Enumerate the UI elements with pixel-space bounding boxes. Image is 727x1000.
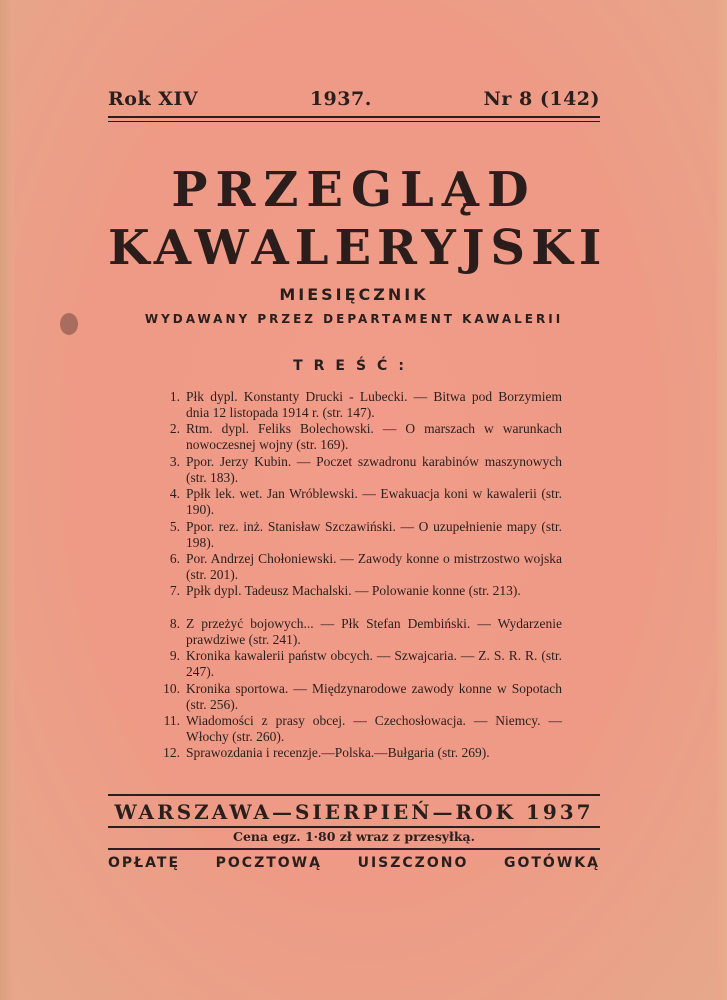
page-edge-right [717, 0, 727, 1000]
entry-text: Płk dypl. Konstanty Drucki - Lubecki. — Bitwa pod Borzymiem dnia 12 listopada 1914 r. (str. 147). [186, 389, 562, 420]
table-of-contents [150, 389, 562, 767]
volume-label: Rok XIV [108, 88, 199, 110]
contents-entry [150, 681, 562, 713]
postage-word: OPŁATĘ [108, 855, 181, 871]
entry-number: 10. [163, 680, 180, 696]
entry-text: Z przeżyć bojowych... — Płk Stefan Dembiński. — Wydarzenie prawdziwe (str. 241). [186, 615, 562, 647]
header-rule-bottom [108, 121, 600, 122]
footer-rule-2 [108, 826, 600, 828]
price-line: Cena egz. 1·80 zł wraz z przesyłką. [233, 829, 475, 844]
subtitle-monthly: MIESIĘCZNIK [279, 285, 429, 304]
imprint-line: WARSZAWA—SIERPIEŃ—ROK 1937 [114, 800, 594, 824]
entry-text: Kronika kawalerii państw obcych. — Szwajcaria. — Z. S. R. R. (str. 247). [186, 648, 562, 680]
contents-entry [150, 616, 562, 648]
entry-number: 12. [163, 745, 180, 761]
entry-text: Ppłk dypl. Tadeusz Machalski. — Polowanie konne (str. 213). [186, 583, 521, 599]
issue-number: Nr 8 (142) [483, 88, 600, 110]
entry-number: 3. [169, 453, 180, 469]
footer-rule-1 [108, 794, 600, 796]
entry-text: Sprawozdania i recenzje.—Polska.—Bułgaria (str. 269). [186, 745, 490, 761]
masthead-line-2: KAWALERYJSKI [108, 220, 608, 276]
entry-number: 6. [169, 550, 180, 566]
contents-entry [150, 713, 562, 745]
page-edge-left [0, 0, 14, 1000]
entry-number: 1. [169, 389, 180, 404]
postage-word: GOTÓWKĄ [503, 855, 600, 871]
entry-number: 9. [169, 648, 180, 664]
postage-paid-line [108, 855, 600, 871]
contents-entry [150, 421, 562, 453]
paper-stain [60, 313, 78, 335]
masthead-line-1: PRZEGLĄD [171, 162, 537, 218]
contents-entry [150, 648, 562, 680]
entry-text: Por. Andrzej Chołoniewski. — Zawody konne o mistrzostwo wojska (str. 201). [186, 550, 562, 582]
entry-text: Ppor. Jerzy Kubin. — Poczet szwadronu karabinów maszynowych (str. 183). [186, 453, 562, 485]
entry-text: Rtm. dypl. Feliks Bolechowski. — O marszach w warunkach nowoczesnej wojny (str. 169). [186, 421, 562, 453]
entry-text: Kronika sportowa. — Międzynarodowe zawody konne w Sopotach (str. 256). [186, 680, 562, 712]
contents-entry [150, 583, 562, 615]
entry-number: 5. [169, 518, 180, 534]
subtitle-publisher: WYDAWANY PRZEZ DEPARTAMENT KAWALERII [144, 312, 564, 326]
contents-entry [150, 745, 562, 767]
entry-number: 11. [163, 712, 180, 728]
contents-entry [150, 454, 562, 486]
entry-text: Ppłk lek. wet. Jan Wróblewski. — Ewakuacja koni w kawalerii (str. 190). [186, 486, 562, 518]
entry-number: 8. [169, 615, 180, 631]
entry-text: Ppor. rez. inż. Stanisław Szczawiński. — O uzupełnienie mapy (str. 198). [186, 518, 562, 550]
entry-text: Wiadomości z prasy obcej. — Czechosłowacja. — Niemcy. — Włochy (str. 260). [186, 712, 562, 744]
contents-entry [150, 389, 562, 421]
entry-number: 7. [169, 583, 180, 599]
entry-number: 4. [169, 486, 180, 502]
contents-entry [150, 519, 562, 551]
footer-rule-3 [108, 848, 600, 850]
postage-word: POCZTOWĄ [215, 855, 322, 871]
postage-word: UISZCZONO [357, 855, 469, 871]
contents-heading: TREŚĆ: [293, 358, 415, 374]
year-label: 1937. [309, 88, 372, 110]
entry-number: 2. [169, 421, 180, 437]
issue-header [108, 88, 600, 110]
contents-entry [150, 551, 562, 583]
header-rule-top [108, 116, 600, 118]
contents-entry [150, 486, 562, 518]
